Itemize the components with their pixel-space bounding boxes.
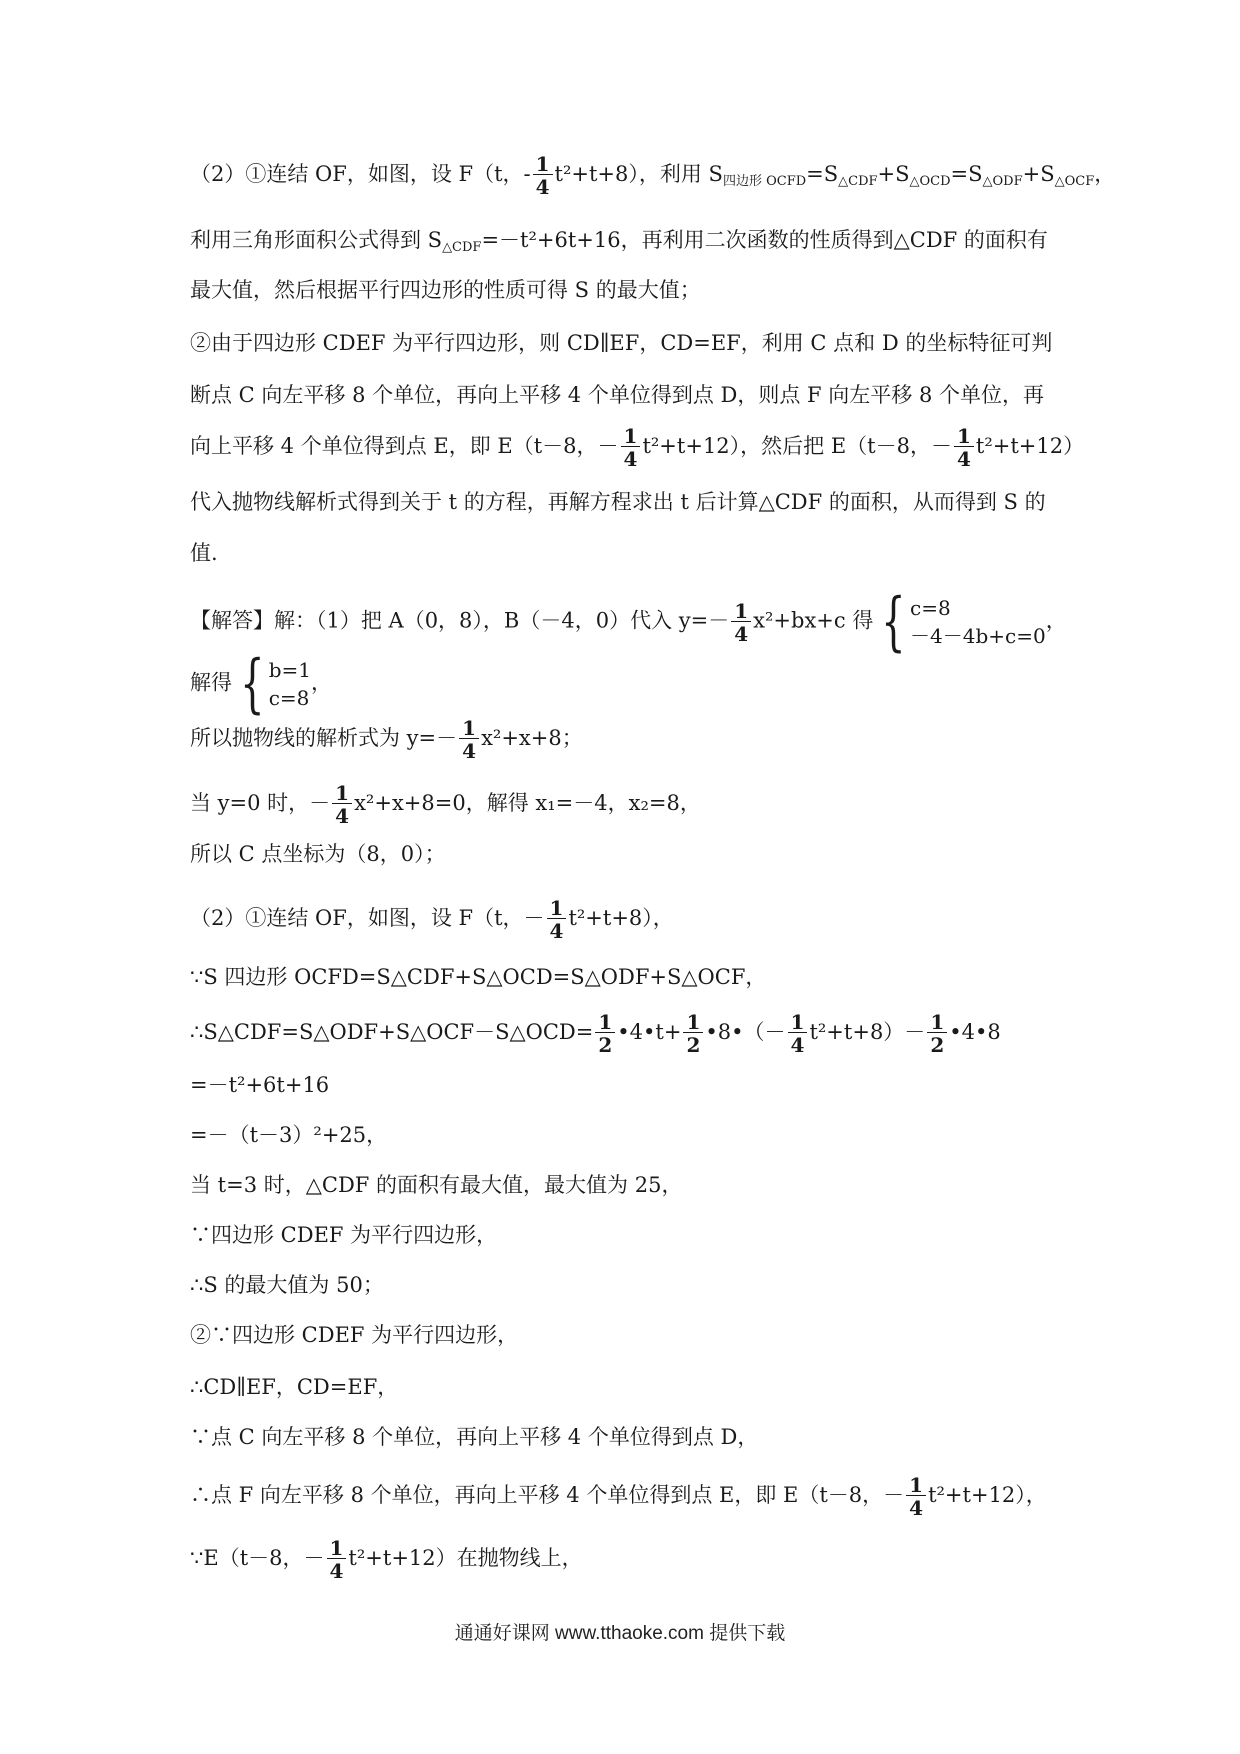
fraction-quarter: $\frac{1}{4}$: [954, 426, 974, 469]
solution-line-14: ②∵四边形 CDEF 为平行四边形，: [190, 1323, 519, 1347]
solution-line-17: ∴点 F 向左平移 8 个单位，再向上平移 4 个单位得到点 E，即 E（t－8，－ $\frac{1}{4}$ t²+t+12），: [190, 1473, 1047, 1520]
solution-line-5: 所以 C 点坐标为（8，0）；: [190, 842, 446, 866]
fraction-quarter: $\frac{1}{4}$: [332, 783, 352, 826]
analysis-line-8: 值.: [190, 541, 218, 565]
equation-system: { c=8 －4－4b+c=0: [881, 585, 1046, 659]
fraction-quarter: $\frac{1}{4}$: [459, 718, 479, 761]
analysis-line-7: 代入抛物线解析式得到关于 t 的方程，再解方程求出 t 后计算△CDF 的面积，从而得到 S 的: [190, 490, 1046, 514]
solution-line-6: （2）①连结 OF，如图，设 F（t，－ $\frac{1}{4}$ t²+t+8），: [190, 896, 674, 943]
fraction-quarter: $\frac{1}{4}$: [788, 1012, 808, 1055]
analysis-line-6: 向上平移 4 个单位得到点 E，即 E（t－8，－ $\frac{1}{4}$ t²+t+12），然后把 E（t－8，－ $\frac{1}{4}$ t²+t+12）: [190, 424, 1085, 471]
solution-line-2: 解得 { b=1 c=8 ，: [190, 647, 333, 721]
solution-line-10: =－（t－3）²+25，: [190, 1123, 388, 1147]
equation-system: { b=1 c=8: [240, 647, 312, 721]
solution-line-16: ∵点 C 向左平移 8 个单位，再向上平移 4 个单位得到点 D，: [190, 1425, 759, 1449]
fraction-quarter: $\frac{1}{4}$: [731, 601, 751, 644]
analysis-line-4: ②由于四边形 CDEF 为平行四边形，则 CD∥EF，CD=EF，利用 C 点和 D 的坐标特征可判: [190, 331, 1053, 355]
solution-line-7: ∵S 四边形 OCFD=S△CDF+S△OCD=S△ODF+S△OCF，: [190, 965, 767, 989]
fraction-quarter: $\frac{1}{4}$: [621, 426, 641, 469]
solution-line-3: 所以抛物线的解析式为 y=－ $\frac{1}{4}$ x²+x+8；: [190, 716, 583, 763]
solution-line-11: 当 t=3 时，△CDF 的面积有最大值，最大值为 25，: [190, 1173, 683, 1197]
fraction-quarter: $\frac{1}{4}$: [547, 898, 567, 941]
fraction-quarter: $\frac{1}{4}$: [906, 1475, 926, 1518]
fraction-half: $\frac{1}{2}$: [683, 1012, 703, 1055]
solution-line-18: ∵E（t－8，－ $\frac{1}{4}$ t²+t+12）在抛物线上，: [190, 1536, 583, 1583]
fraction-half: $\frac{1}{2}$: [595, 1012, 615, 1055]
fraction-quarter: $\frac{1}{4}$: [327, 1538, 347, 1581]
text: t²+t+8），利用 S: [554, 162, 723, 186]
solution-line-1: 【解答】解：（1）把 A（0，8），B（－4，0）代入 y=－ $\frac{1}{4}$ x²+bx+c 得 { c=8 －4－4b+c=0 ，: [190, 585, 1067, 659]
solution-line-12: ∵四边形 CDEF 为平行四边形，: [190, 1223, 498, 1247]
analysis-line-1: （2）①连结 OF，如图，设 F（t，- $\frac{1}{4}$ t²+t+8），利用 $S_{四边形 OCFD}=S_{\triangle CDF}+S_{\triangle OCD}=S_{\triangle ODF}+S_{\triangle OCF}$，: [190, 152, 1116, 199]
fraction-half: $\frac{1}{2}$: [927, 1012, 947, 1055]
solution-line-15: ∴CD∥EF，CD=EF，: [190, 1375, 399, 1399]
solution-line-8: ∴S△CDF=S△ODF+S△OCF－S△OCD= $\frac{1}{2}$ •4•t+ $\frac{1}{2}$ •8•（－ $\frac{1}{4}$ t²+t+8）－ $\frac{1}{2}$ •4•8: [190, 1010, 1001, 1057]
analysis-line-2: 利用三角形面积公式得到 $S_{\triangle CDF}=-t^2+6t+16$，再利用二次函数的性质得到△CDF 的面积有: [190, 228, 1048, 255]
solution-line-13: ∴S 的最大值为 50；: [190, 1273, 384, 1297]
footer-source: 通通好课网 www.tthaoke.com 提供下载: [454, 1623, 786, 1644]
solution-line-4: 当 y=0 时，－ $\frac{1}{4}$ x²+x+8=0，解得 x₁=－4，x₂=8，: [190, 781, 701, 828]
text: （2）①连结 OF，如图，设 F（t，-: [190, 162, 531, 186]
analysis-line-3: 最大值，然后根据平行四边形的性质可得 S 的最大值；: [190, 278, 701, 302]
fraction-quarter: $\frac{1}{4}$: [533, 154, 553, 197]
analysis-line-5: 断点 C 向左平移 8 个单位，再向上平移 4 个单位得到点 D，则点 F 向左平移 8 个单位，再: [190, 383, 1044, 407]
solution-line-9: =－t²+6t+16: [190, 1073, 330, 1097]
